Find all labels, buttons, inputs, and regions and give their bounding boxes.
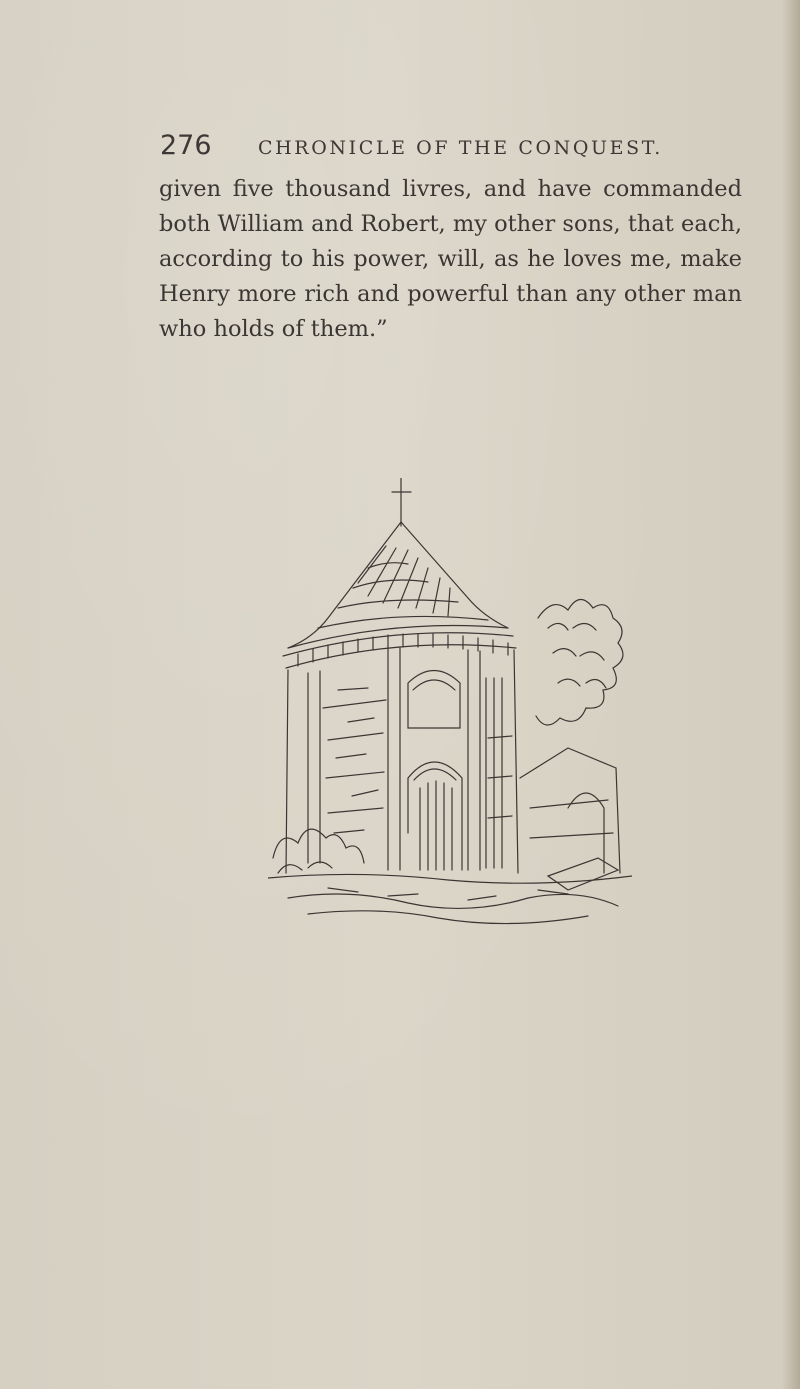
tower-engraving-drawing [268, 478, 632, 934]
running-head [160, 130, 780, 164]
body-paragraph [159, 172, 742, 347]
running-head-title: CHRONICLE OF THE CONQUEST. [258, 137, 663, 159]
tower-engraving [268, 478, 632, 934]
body-line: who holds of them.” [159, 316, 388, 342]
page-number: 276 [160, 130, 212, 161]
page-edge-shadow [782, 0, 800, 1389]
body-line: Henry more rich and powerful than any other man [159, 281, 742, 307]
body-line: according to his power, will, as he loves me, make [159, 246, 742, 272]
body-line: given five thousand livres, and have commanded [159, 176, 742, 202]
body-line: both William and Robert, my other sons, that each, [159, 211, 742, 237]
